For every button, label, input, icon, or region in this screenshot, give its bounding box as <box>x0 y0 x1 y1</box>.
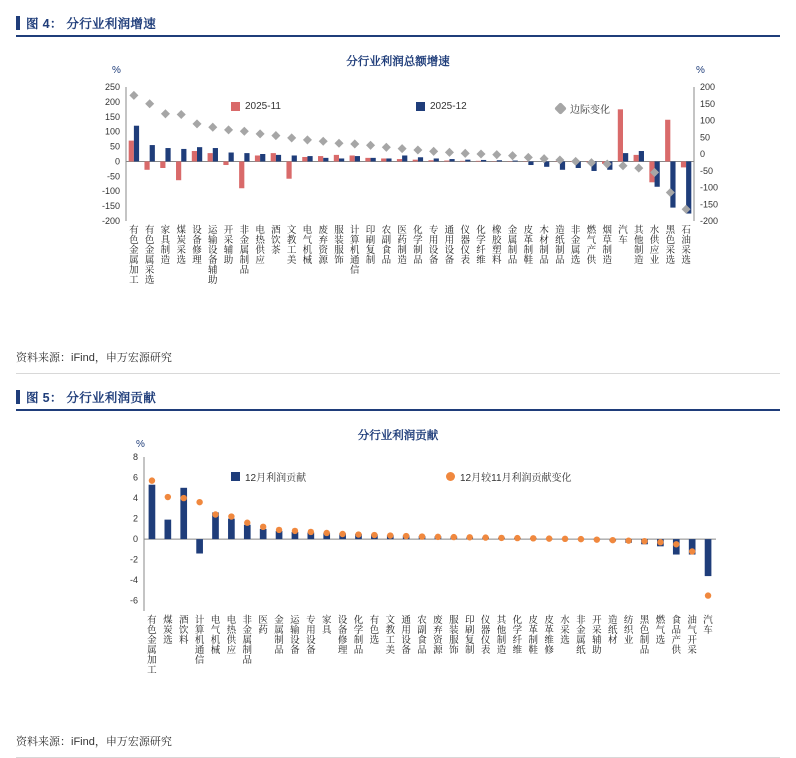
svg-text:废弃资源: 废弃资源 <box>433 614 443 656</box>
figure-5-accent-bar <box>16 390 20 404</box>
svg-text:非金属纸: 非金属纸 <box>576 614 586 656</box>
svg-text:-50: -50 <box>700 166 713 176</box>
svg-text:-200: -200 <box>102 216 120 226</box>
svg-text:油气开采: 油气开采 <box>687 614 697 656</box>
svg-text:纺织业: 纺织业 <box>624 614 634 646</box>
svg-text:8: 8 <box>133 452 138 462</box>
svg-text:0: 0 <box>133 534 138 544</box>
svg-text:金属制品: 金属制品 <box>274 614 284 656</box>
svg-text:仪器仪表: 仪器仪表 <box>481 614 491 656</box>
svg-text:废弃资源: 废弃资源 <box>318 224 328 266</box>
svg-text:印刷复制: 印刷复制 <box>366 224 376 266</box>
svg-text:皮革制鞋: 皮革制鞋 <box>529 614 539 656</box>
svg-text:非金属选: 非金属选 <box>571 224 581 266</box>
svg-text:150: 150 <box>105 112 120 122</box>
svg-text:2: 2 <box>133 514 138 524</box>
svg-text:黑色采选: 黑色采选 <box>666 225 676 266</box>
svg-text:有色金属加工: 有色金属加工 <box>147 614 157 676</box>
svg-text:开采辅助: 开采辅助 <box>592 615 602 656</box>
figure-4-panel <box>16 53 780 343</box>
svg-text:橡胶塑料: 橡胶塑料 <box>492 224 502 266</box>
svg-text:服装服饰: 服装服饰 <box>334 225 344 266</box>
svg-text:化学制品: 化学制品 <box>413 224 423 266</box>
svg-text:4: 4 <box>133 493 138 503</box>
legend-label-change: 12月较11月利润贡献变化 <box>460 469 572 484</box>
figure-5-panel <box>16 427 780 727</box>
svg-text:运输设备: 运输设备 <box>290 615 300 656</box>
svg-text:水采选: 水采选 <box>560 614 570 646</box>
svg-text:-100: -100 <box>102 186 120 196</box>
svg-text:农副食品: 农副食品 <box>382 224 392 266</box>
legend-label-2025-12: 2025-12 <box>430 101 467 112</box>
svg-text:100: 100 <box>700 116 715 126</box>
svg-text:-200: -200 <box>700 216 718 226</box>
figure-4-title: 图 4： 分行业利润增速 <box>26 14 156 32</box>
svg-text:通用设备: 通用设备 <box>445 225 455 266</box>
svg-text:开采辅助: 开采辅助 <box>224 225 234 266</box>
svg-text:家具: 家具 <box>322 614 332 636</box>
svg-text:医药制造: 医药制造 <box>397 225 407 266</box>
svg-text:造纸材: 造纸材 <box>608 614 618 646</box>
svg-text:-4: -4 <box>130 575 138 585</box>
svg-text:200: 200 <box>700 82 715 92</box>
svg-text:仪器仪表: 仪器仪表 <box>460 224 470 266</box>
figure-5 <box>0 374 796 758</box>
figure-5-header <box>0 388 796 406</box>
svg-text:有色金属采选: 有色金属采选 <box>145 224 155 286</box>
svg-text:医药: 医药 <box>258 615 268 636</box>
legend-label-margin-change: 边际变化 <box>570 101 610 116</box>
svg-text:印刷复制: 印刷复制 <box>465 614 475 656</box>
svg-text:专用设备: 专用设备 <box>429 224 439 266</box>
figure-4-rule <box>16 35 780 37</box>
svg-text:电热供应: 电热供应 <box>255 224 265 266</box>
svg-text:0: 0 <box>700 149 705 159</box>
svg-text:烟草制造: 烟草制造 <box>602 224 612 266</box>
figure-5-plot <box>16 443 780 693</box>
svg-text:200: 200 <box>105 97 120 107</box>
svg-text:汽车: 汽车 <box>618 224 628 246</box>
svg-text:造纸制品: 造纸制品 <box>555 224 565 266</box>
svg-text:皮革制鞋: 皮革制鞋 <box>524 224 534 266</box>
svg-text:通用设备: 通用设备 <box>401 615 411 656</box>
figure-5-title: 图 5： 分行业利润贡献 <box>26 388 156 406</box>
svg-text:煤炭采选: 煤炭采选 <box>176 224 186 266</box>
svg-text:计算机通信: 计算机通信 <box>195 614 205 666</box>
svg-text:燃气选: 燃气选 <box>656 614 666 646</box>
svg-text:50: 50 <box>110 142 120 152</box>
figure-4-source: 资料来源：iFind，申万宏源研究 <box>0 343 796 365</box>
figure-4-left-unit: % <box>112 65 121 76</box>
svg-text:煤炭选: 煤炭选 <box>163 614 173 646</box>
svg-text:服装服饰: 服装服饰 <box>449 615 459 656</box>
svg-text:0: 0 <box>115 156 120 166</box>
svg-text:-6: -6 <box>130 596 138 606</box>
svg-text:-50: -50 <box>107 171 120 181</box>
svg-text:计算机通信: 计算机通信 <box>350 224 360 276</box>
svg-text:金属制品: 金属制品 <box>508 224 518 266</box>
svg-text:食品产供: 食品产供 <box>672 614 682 656</box>
figure-5-source: 资料来源：iFind，申万宏源研究 <box>0 727 796 749</box>
svg-text:酒饮茶: 酒饮茶 <box>271 225 281 256</box>
svg-text:文教工美: 文教工美 <box>287 224 297 266</box>
svg-text:-100: -100 <box>700 183 718 193</box>
svg-text:250: 250 <box>105 82 120 92</box>
svg-text:电气机械: 电气机械 <box>211 614 221 656</box>
svg-text:化学纤维: 化学纤维 <box>476 224 486 266</box>
svg-text:有色金属加工: 有色金属加工 <box>129 224 139 286</box>
legend-label-contribution: 12月利润贡献 <box>245 469 306 484</box>
svg-text:酒饮料: 酒饮料 <box>179 615 189 646</box>
svg-text:-150: -150 <box>700 199 718 209</box>
svg-text:设备修理: 设备修理 <box>192 225 202 266</box>
svg-text:化学制品: 化学制品 <box>354 614 364 656</box>
svg-text:文教工美: 文教工美 <box>386 614 396 656</box>
svg-text:设备修理: 设备修理 <box>338 615 348 656</box>
figure-4-plot <box>16 69 780 309</box>
svg-text:其他制造: 其他制造 <box>634 224 644 266</box>
svg-text:家具制造: 家具制造 <box>161 224 171 266</box>
svg-text:黑色制品: 黑色制品 <box>640 615 650 656</box>
svg-text:水供应业: 水供应业 <box>650 224 660 266</box>
svg-text:皮革维修: 皮革维修 <box>544 614 554 656</box>
figure-5-svg <box>16 443 780 693</box>
svg-text:非金属制品: 非金属制品 <box>240 224 250 276</box>
svg-text:石油采选: 石油采选 <box>681 225 691 266</box>
figure-4-right-unit: % <box>696 65 705 76</box>
figure-4-accent-bar <box>16 16 20 30</box>
svg-text:农副食品: 农副食品 <box>417 614 427 656</box>
svg-text:-2: -2 <box>130 555 138 565</box>
svg-text:化学纤维: 化学纤维 <box>513 614 523 656</box>
svg-text:专用设备: 专用设备 <box>306 614 316 656</box>
figure-5-left-unit: % <box>136 439 145 450</box>
svg-text:运输设备辅助: 运输设备辅助 <box>208 225 218 286</box>
svg-text:-150: -150 <box>102 201 120 211</box>
figure-5-rule <box>16 409 780 411</box>
svg-text:有色选: 有色选 <box>370 614 380 646</box>
svg-text:其他制造: 其他制造 <box>497 614 507 656</box>
figure-5-chart-title: 分行业利润贡献 <box>16 427 780 443</box>
svg-text:汽车: 汽车 <box>703 614 713 636</box>
svg-text:木材制品: 木材制品 <box>539 224 549 266</box>
svg-text:电气机械: 电气机械 <box>303 224 313 266</box>
figure-4 <box>0 0 796 374</box>
svg-text:100: 100 <box>105 127 120 137</box>
svg-text:50: 50 <box>700 132 710 142</box>
svg-text:燃气产供: 燃气产供 <box>587 224 597 266</box>
figure-4-svg <box>16 69 780 309</box>
svg-text:电热供应: 电热供应 <box>227 614 237 656</box>
svg-text:6: 6 <box>133 473 138 483</box>
figure-4-chart-title: 分行业利润总额增速 <box>16 53 780 69</box>
figure-4-header <box>0 14 796 32</box>
svg-text:非金属制品: 非金属制品 <box>243 614 253 666</box>
svg-text:150: 150 <box>700 99 715 109</box>
legend-label-2025-11: 2025-11 <box>245 101 281 112</box>
